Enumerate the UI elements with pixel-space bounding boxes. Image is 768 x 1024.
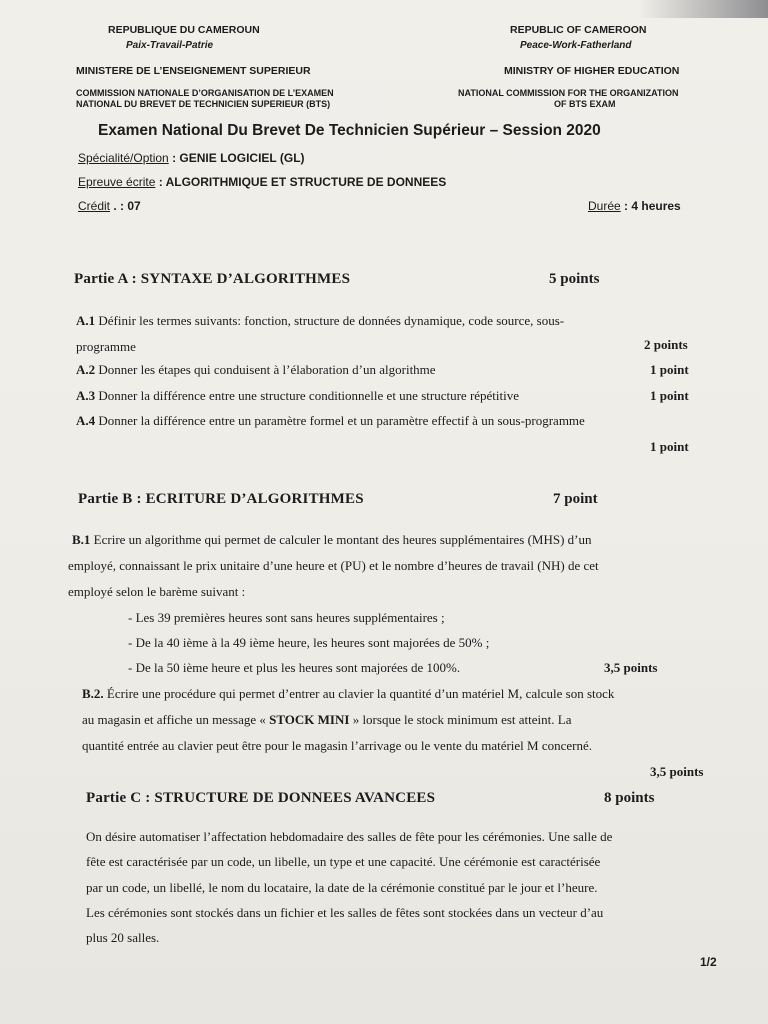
header-motto-fr: Paix-Travail-Patrie: [126, 40, 214, 51]
b1-bullet-3: - De la 50 ième heure et plus les heures sont majorées de 100%.: [128, 660, 461, 675]
header-commission-fr-line2: NATIONAL DU BREVET DE TECHNICIEN SUPERIEUR (BTS): [76, 99, 331, 109]
part-c-line-5: plus 20 salles.: [86, 930, 160, 945]
question-b1-line2: employé, connaissant le prix unitaire d’une heure et (PU) et le nombre d’heures de travail (NH) de cet: [68, 558, 599, 573]
question-a2-score: 1 point: [650, 362, 689, 377]
question-b1-line1: B.1 Ecrire un algorithme qui permet de calculer le montant des heures supplémentaires (MHS) d’un: [72, 532, 592, 547]
part-c-line-3: par un code, un libellé, le nom du locataire, la date de la cérémonie constitué par le jour et l’heure.: [86, 880, 598, 895]
question-a1-line2: programme: [76, 339, 136, 354]
b1-bullet-2: - De la 40 ième à la 49 ième heure, les heures sont majorées de 50% ;: [128, 635, 490, 650]
header-ministry-en: MINISTRY OF HIGHER EDUCATION: [504, 65, 680, 77]
duree-label: Durée: [588, 199, 621, 213]
question-b2-number: B.2.: [82, 686, 104, 701]
part-a-points: 5 points: [549, 271, 600, 287]
epreuve-line: [78, 175, 446, 189]
question-b2-line3: quantité entrée au clavier peut être pour le magasin l’arrivage ou le vente du matériel M concerné.: [82, 738, 593, 753]
question-a4-score: 1 point: [650, 439, 689, 454]
epreuve-value: : ALGORITHMIQUE ET STRUCTURE DE DONNEES: [155, 175, 447, 189]
speciality-label: Spécialité/Option: [78, 151, 169, 165]
question-a4: A.4 Donner la différence entre un paramètre formel et un paramètre effectif à un sous-programme: [76, 413, 585, 428]
header-commission-en-line1: NATIONAL COMMISSION FOR THE ORGANIZATION: [458, 88, 679, 98]
header-commission-fr-line1: COMMISSION NATIONALE D’ORGANISATION DE L’EXAMEN: [76, 88, 334, 98]
question-a4-number: A.4: [76, 413, 96, 428]
page-number: 1/2: [700, 955, 717, 969]
header-ministry-fr: MINISTERE DE L’ENSEIGNEMENT SUPERIEUR: [76, 65, 311, 77]
question-a3-number: A.3: [76, 388, 96, 403]
header-motto-en: Peace-Work-Fatherland: [520, 40, 632, 51]
credit-value: . : 07: [110, 199, 141, 213]
part-b-points: 7 point: [553, 491, 598, 507]
question-a3: A.3 Donner la différence entre une structure conditionnelle et une structure répétitive: [76, 388, 520, 403]
duree-line: [588, 199, 681, 213]
question-b2-score: 3,5 points: [650, 764, 704, 779]
part-c-line-1: On désire automatiser l’affectation hebdomadaire des salles de fête pour les cérémonies. Une salle de: [86, 829, 613, 844]
question-a2-number: A.2: [76, 362, 96, 377]
part-a-title: Partie A : SYNTAXE D’ALGORITHMES: [74, 271, 351, 287]
question-a3-score: 1 point: [650, 388, 689, 403]
question-a1-number: A.1: [76, 313, 96, 328]
question-b1-score: 3,5 points: [604, 660, 658, 675]
part-c-line-4: Les cérémonies sont stockés dans un fichier et les salles de fêtes sont stockées dans un vecteur d’au: [86, 905, 604, 920]
stock-mini-label: STOCK MINI: [269, 712, 350, 727]
part-c-title: Partie C : STRUCTURE DE DONNEES AVANCEES: [86, 790, 436, 806]
question-b2-line2: au magasin et affiche un message « STOCK MINI » lorsque le stock minimum est atteint. La: [82, 712, 572, 727]
header-country-fr: REPUBLIQUE DU CAMEROUN: [108, 24, 260, 36]
part-c-line-2: fête est caractérisée par un code, un libelle, un type et une capacité. Une cérémonie est caractérisée: [86, 854, 601, 869]
exam-title: Examen National Du Brevet De Technicien Supérieur – Session 2020: [98, 122, 601, 139]
question-a2: A.2 Donner les étapes qui conduisent à l’élaboration d’un algorithme: [76, 362, 436, 377]
speciality-line: [78, 151, 305, 165]
header-commission-en-line2: OF BTS EXAM: [554, 99, 616, 109]
speciality-value: : GENIE LOGICIEL (GL): [168, 151, 305, 165]
part-b-title: Partie B : ECRITURE D’ALGORITHMES: [78, 491, 364, 507]
credit-label: Crédit: [78, 199, 111, 213]
question-b1-line3: employé selon le barème suivant :: [68, 584, 246, 599]
question-a1-score: 2 points: [644, 337, 688, 352]
epreuve-label: Epreuve écrite: [78, 175, 156, 189]
duree-value: : 4 heures: [620, 199, 681, 213]
header-country-en: REPUBLIC OF CAMEROON: [510, 24, 647, 36]
credit-line: [78, 199, 141, 213]
question-b1-number: B.1: [72, 532, 91, 547]
part-c-points: 8 points: [604, 790, 655, 806]
page-edge-shadow: [638, 0, 768, 18]
b1-bullet-1: - Les 39 premières heures sont sans heures supplémentaires ;: [128, 610, 445, 625]
question-a1-line1: A.1 Définir les termes suivants: fonction, structure de données dynamique, code source, sous-: [76, 313, 565, 328]
question-b2-line1: B.2. Écrire une procédure qui permet d’entrer au clavier la quantité d’un matériel M, calcule son stock: [82, 686, 615, 701]
